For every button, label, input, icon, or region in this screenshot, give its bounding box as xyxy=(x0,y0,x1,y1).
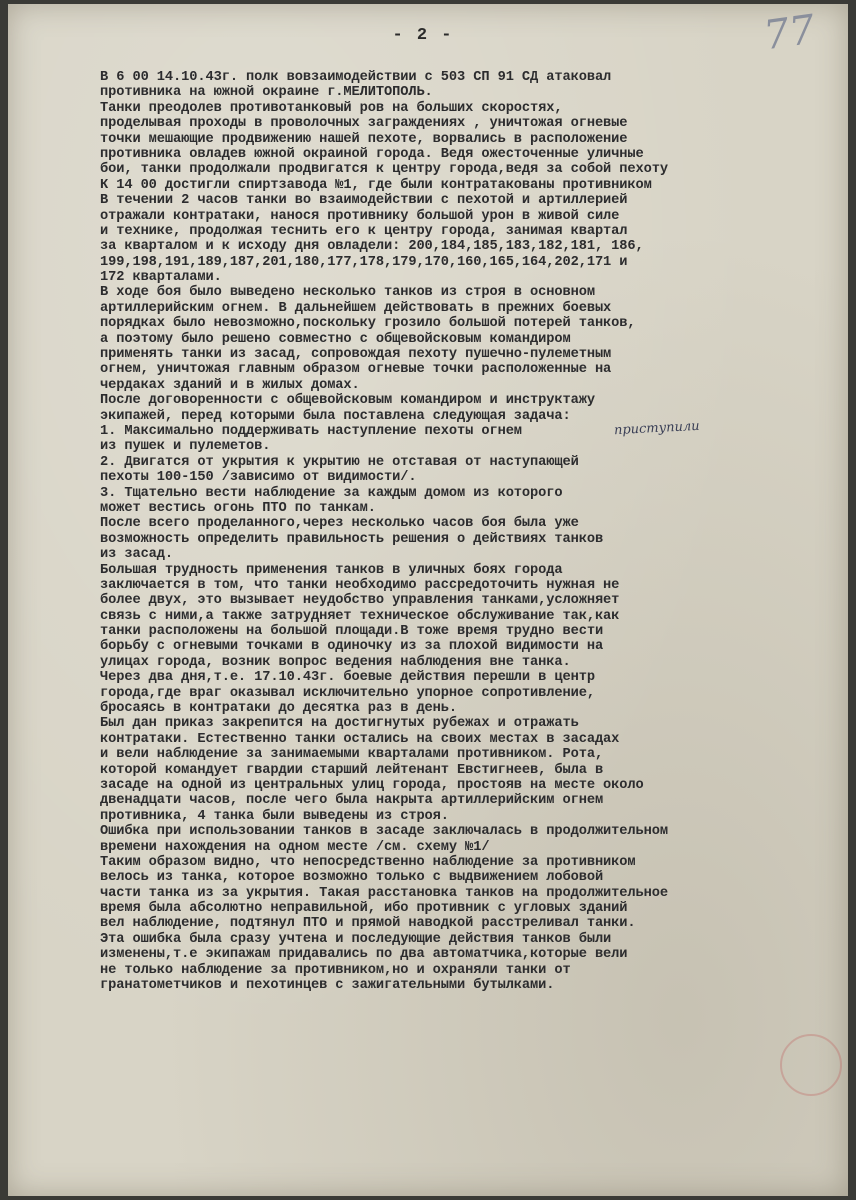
page-number: - 2 - xyxy=(392,26,454,45)
text-line: не только наблюдение за противником,но и охраняли танки от xyxy=(100,962,571,978)
text-line: 2. Двигатся от укрытия к укрытию не отставая от наступающей xyxy=(100,454,579,470)
text-line: отражали контратаки, нанося противнику большой урон в живой силе xyxy=(100,208,620,224)
text-line: огнем, уничтожая главным образом огневые точки расположенные на xyxy=(100,362,612,378)
text-line: пехоты 100-150 /зависимо от видимости/. xyxy=(100,470,417,486)
text-line: противника на южной окраине г.МЕЛИТОПОЛЬ. xyxy=(100,85,433,101)
text-line: двенадцати часов, после чего была накрыта артиллерийским огнем xyxy=(100,793,604,809)
text-line: чердаках зданий и в жилых домах. xyxy=(100,377,360,393)
text-line: возможность определить правильность решения о действиях танков xyxy=(100,531,604,547)
text-line: города,где враг оказывал исключительно упорное сопротивление, xyxy=(100,685,595,701)
text-line: контратаки. Естественно танки остались на своих местах в засадах xyxy=(100,731,620,747)
text-line: Через два дня,т.е. 17.10.43г. боевые действия перешли в центр xyxy=(100,670,595,686)
text-line: из пушек и пулеметов. xyxy=(100,439,271,455)
text-line: танки расположены на большой площади.В тоже время трудно вести xyxy=(100,624,604,640)
text-line: из засад. xyxy=(100,547,174,563)
text-line: противника, 4 танка были выведены из строя. xyxy=(100,808,449,824)
text-line: изменены,т.е экипажам придавались по два автоматчика,которые вели xyxy=(100,947,628,963)
text-line: Был дан приказ закрепится на достигнутых рубежах и отражать xyxy=(100,716,579,732)
text-line: части танка из за укрытия. Такая расстановка танков на продолжительное xyxy=(100,885,668,901)
text-line: времени нахождения на одном месте /см. схему №1/ xyxy=(100,839,490,855)
text-line: артиллерийским огнем. В дальнейшем действовать в прежних боевых xyxy=(100,300,612,316)
text-line: В 6 00 14.10.43г. полк вовзаимодействии с 503 СП 91 СД атаковал xyxy=(100,70,612,85)
text-line: точки мешающие продвижению нашей пехоте, ворвались в расположение xyxy=(100,131,628,147)
handwritten-correction: приступили xyxy=(613,418,700,439)
text-line: которой командует гвардии старший лейтенант Евстигнеев, была в xyxy=(100,762,604,778)
text-line: В ходе боя было выведено несколько танков из строя в основном xyxy=(100,285,595,301)
text-line: борьбу с огневыми точками в одиночку из за плохой видимости на xyxy=(100,639,604,655)
text-line: время была абсолютно неправильной, ибо противник с угловых зданий xyxy=(100,901,628,917)
text-line: и технике, продолжая теснить его к центру города, занимая квартал xyxy=(100,223,628,239)
text-line: может вестись огонь ПТО по танкам. xyxy=(100,500,376,516)
text-line: заключается в том, что танки необходимо рассредоточить нужная не xyxy=(100,577,620,593)
text-line: Ошибка при использовании танков в засаде заключалась в продолжительном xyxy=(100,824,668,840)
text-line: 1. Максимально поддерживать наступление пехоты огнем xyxy=(100,423,522,439)
text-line: проделывая проходы в проволочных заграждениях , уничтожая огневые xyxy=(100,116,628,132)
text-line: гранатометчиков и пехотинцев с зажигательными бутылками. xyxy=(100,978,555,994)
text-line: экипажей, перед которыми была поставлена следующая задача: xyxy=(100,408,571,424)
document-body xyxy=(100,70,856,993)
text-line: велось из танка, которое возможно только с выдвижением лобовой xyxy=(100,870,604,886)
text-line: применять танки из засад, сопровождая пехоту пушечно-пулеметным xyxy=(100,347,612,363)
text-line: противника овладев южной окраиной города. Ведя ожесточенные уличные xyxy=(100,146,644,162)
text-line: улицах города, возник вопрос ведения наблюдения вне танка. xyxy=(100,654,571,670)
text-line: связь с ними,а также затрудняет техническое обслуживание так,как xyxy=(100,608,620,624)
text-line: 199,198,191,189,187,201,180,177,178,179,170,160,165,164,202,171 и xyxy=(100,254,628,270)
document-page xyxy=(8,4,848,1196)
text-line: порядках было невозможно,поскольку грозило большой потерей танков, xyxy=(100,316,636,332)
text-line: вел наблюдение, подтянул ПТО и прямой наводкой расстреливал танки. xyxy=(100,916,636,932)
text-line: После договоренности с общевойсковым командиром и инструктажу xyxy=(100,393,595,409)
text-line: за кварталом и к исходу дня овладели: 200,184,185,183,182,181, 186, xyxy=(100,239,644,255)
text-line: После всего проделанного,через несколько часов боя была уже xyxy=(100,516,579,532)
text-line: 3. Тщательно вести наблюдение за каждым домом из которого xyxy=(100,485,563,501)
text-line: Таким образом видно, что непосредственно наблюдение за противником xyxy=(100,854,636,870)
text-line: Танки преодолев противотанковый ров на больших скоростях, xyxy=(100,100,563,116)
text-line: и вели наблюдение за занимаемыми кварталами противником. Рота, xyxy=(100,747,604,763)
faded-stamp xyxy=(780,1034,842,1096)
text-line: засаде на одной из центральных улиц города, простояв на месте около xyxy=(100,777,644,793)
text-line: бросаясь в контратаки до десятка раз в день. xyxy=(100,701,458,717)
text-line: В течении 2 часов танки во взаимодействии с пехотой и артиллерией xyxy=(100,193,628,209)
archive-handwritten-number: 77 xyxy=(761,6,818,60)
text-line: а поэтому было решено совместно с общевойсковым командиром xyxy=(100,331,571,347)
text-line: бои, танки продолжали продвигатся к центру города,ведя за собой пехоту xyxy=(100,162,668,178)
text-line: более двух, это вызывает неудобство управления танками,усложняет xyxy=(100,593,620,609)
text-line: К 14 00 достигли спиртзавода №1, где были контратакованы противником xyxy=(100,177,652,193)
text-line: 172 кварталами. xyxy=(100,270,222,286)
text-line: Эта ошибка была сразу учтена и последующие действия танков были xyxy=(100,931,612,947)
text-line: Большая трудность применения танков в уличных боях города xyxy=(100,562,563,578)
